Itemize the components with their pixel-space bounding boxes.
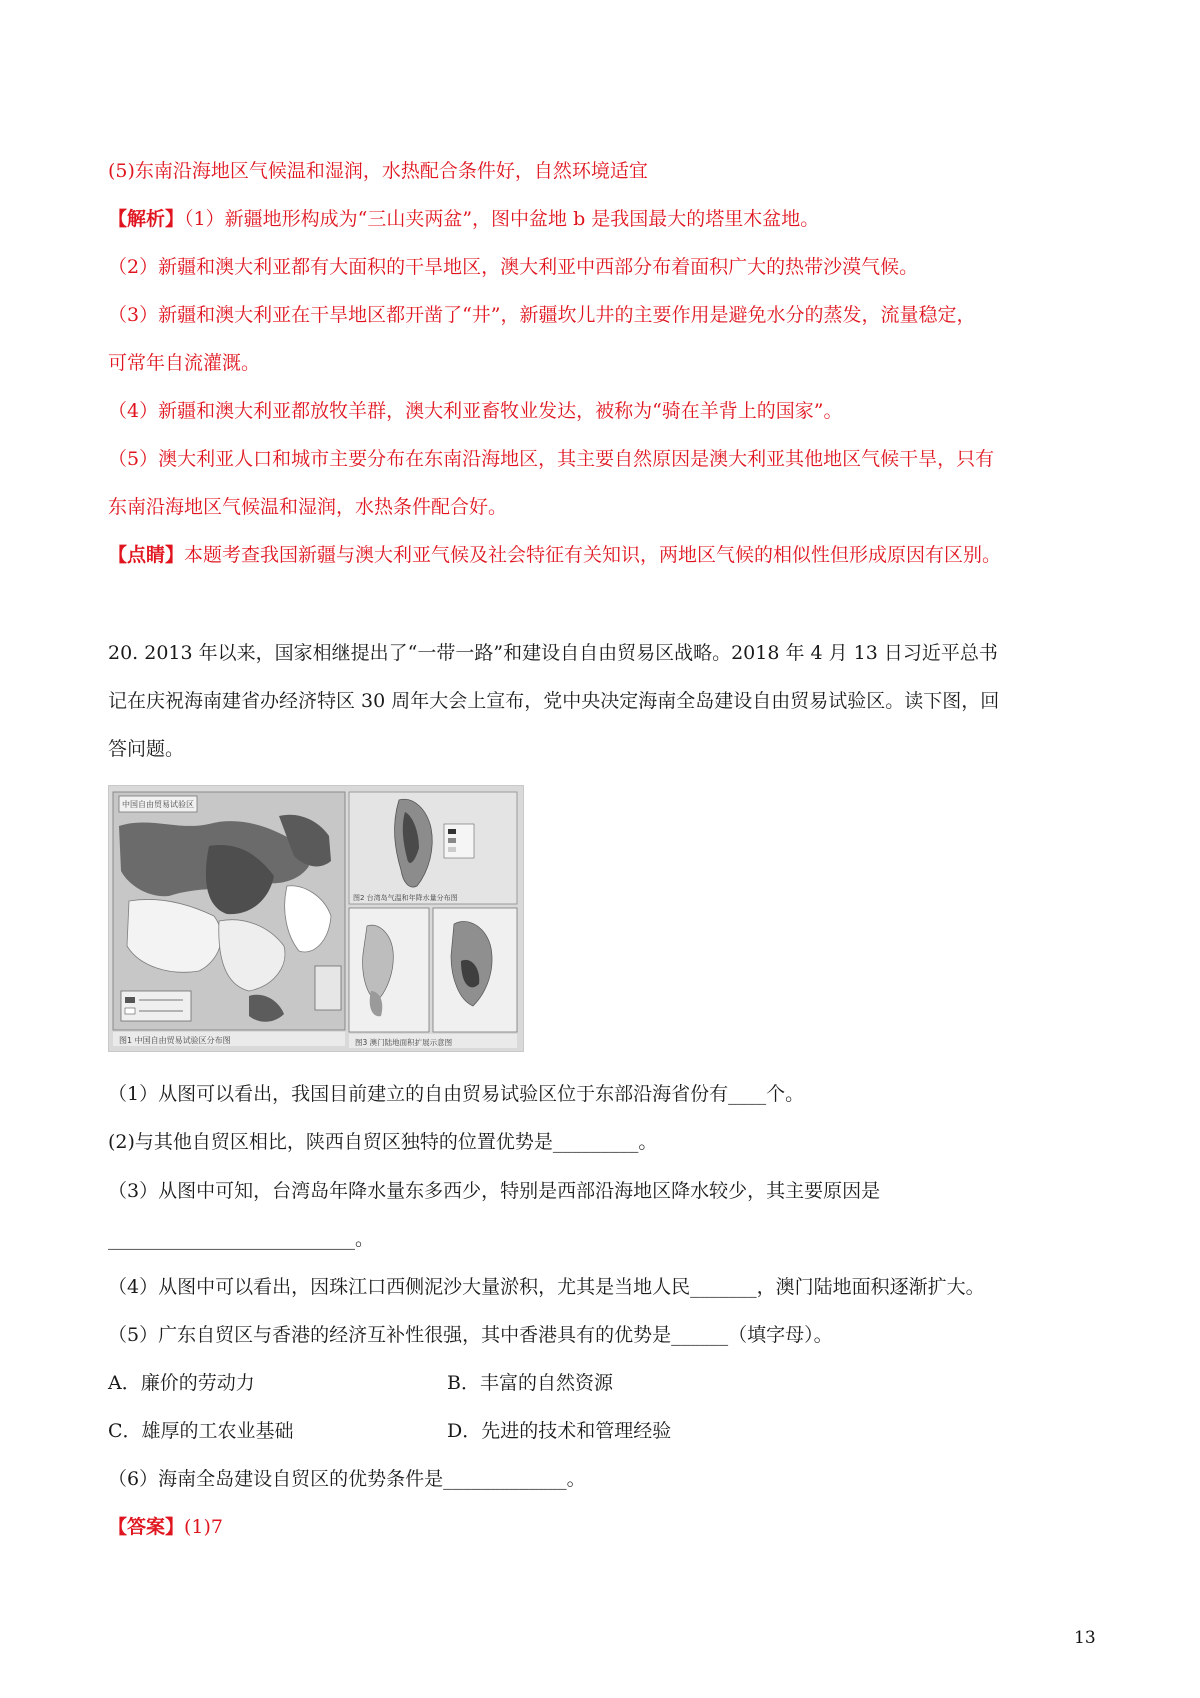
sub-question-2: (2)与其他自贸区相比，陕西自贸区独特的位置优势是_________。 <box>108 1131 658 1153</box>
analysis-p1-text: （1）新疆地形构成为“三山夹两盆”，图中盆地 b 是我国最大的塔里木盆地。 <box>184 208 820 230</box>
sub-question-1: （1）从图可以看出，我国目前建立的自由贸易试验区位于东部沿海省份有____个。 <box>108 1083 805 1105</box>
sub-question-4: （4）从图中可以看出，因珠江口西侧泥沙大量淤积，尤其是当地人民_______，澳门陆地面积逐渐扩大。 <box>108 1276 985 1298</box>
comment-tag: 【点睛】 <box>108 544 185 566</box>
sub-question-6: （6）海南全岛建设自贸区的优势条件是_____________。 <box>108 1468 586 1490</box>
map-figure-image <box>108 785 524 1052</box>
answer-text: (1)7 <box>184 1516 224 1538</box>
options-row-1 <box>108 1371 613 1395</box>
option-d: D．先进的技术和管理经验 <box>447 1420 672 1442</box>
prev-answer-line5: (5)东南沿海地区气候温和湿润，水热配合条件好，自然环境适宜 <box>108 160 648 182</box>
page-number: 13 <box>1074 1628 1096 1648</box>
analysis-paragraph-2: （2）新疆和澳大利亚都有大面积的干旱地区，澳大利亚中西部分布着面积广大的热带沙漠气候。 <box>108 256 919 278</box>
map-title: 中国自由贸易试验区 <box>122 800 194 809</box>
map-figure-svg <box>109 786 523 1051</box>
sub-question-5: （5）广东自贸区与香港的经济互补性很强，其中香港具有的优势是______（填字母）。 <box>108 1324 833 1346</box>
analysis-paragraph-4: （4）新疆和澳大利亚都放牧羊群，澳大利亚畜牧业发达，被称为“骑在羊背上的国家”。 <box>108 400 843 422</box>
question20-line1: 20. 2013 年以来，国家相继提出了“一带一路”和建设自自由贸易区战略。2018 年 4 月 13 日习近平总书 <box>108 642 998 664</box>
comment-text: 本题考查我国新疆与澳大利亚气候及社会特征有关知识，两地区气候的相似性但形成原因有区别。 <box>184 544 1002 566</box>
option-c: C．雄厚的工农业基础 <box>108 1420 294 1442</box>
fig2-caption: 图2 台湾岛气温和年降水量分布图 <box>353 894 458 902</box>
fig1-caption: 图1 中国自由贸易试验区分布图 <box>119 1036 231 1045</box>
analysis-paragraph-3-line1: （3）新疆和澳大利亚在干旱地区都开凿了“井”，新疆坎儿井的主要作用是避免水分的蒸发，流量稳定， <box>108 304 976 326</box>
option-b: B．丰富的自然资源 <box>447 1372 613 1394</box>
analysis-paragraph-1 <box>108 207 819 231</box>
analysis-tag: 【解析】 <box>108 208 185 230</box>
analysis-paragraph-3-line2: 可常年自流灌溉。 <box>108 352 261 374</box>
sub-question-3-line2: __________________________。 <box>108 1228 375 1250</box>
fig3-caption: 图3 澳门陆地面积扩展示意图 <box>355 1038 453 1047</box>
sub-question-3-line1: （3）从图中可知，台湾岛年降水量东多西少，特别是西部沿海地区降水较少，其主要原因是 <box>108 1180 881 1202</box>
answer-tag: 【答案】 <box>108 1516 185 1538</box>
comment-paragraph <box>108 543 1001 567</box>
option-a: A．廉价的劳动力 <box>108 1372 255 1394</box>
options-row-2 <box>108 1419 672 1443</box>
question20-line3: 答问题。 <box>108 738 185 760</box>
analysis-paragraph-5-line2: 东南沿海地区气候温和湿润，水热条件配合好。 <box>108 496 508 518</box>
question20-line2: 记在庆祝海南建省办经济特区 30 周年大会上宣布，党中央决定海南全岛建设自由贸易试验区。读下图，回 <box>108 690 1000 712</box>
analysis-paragraph-5-line1: （5）澳大利亚人口和城市主要分布在东南沿海地区，其主要自然原因是澳大利亚其他地区气候干旱，只有 <box>108 448 995 470</box>
answer-line <box>108 1515 223 1539</box>
